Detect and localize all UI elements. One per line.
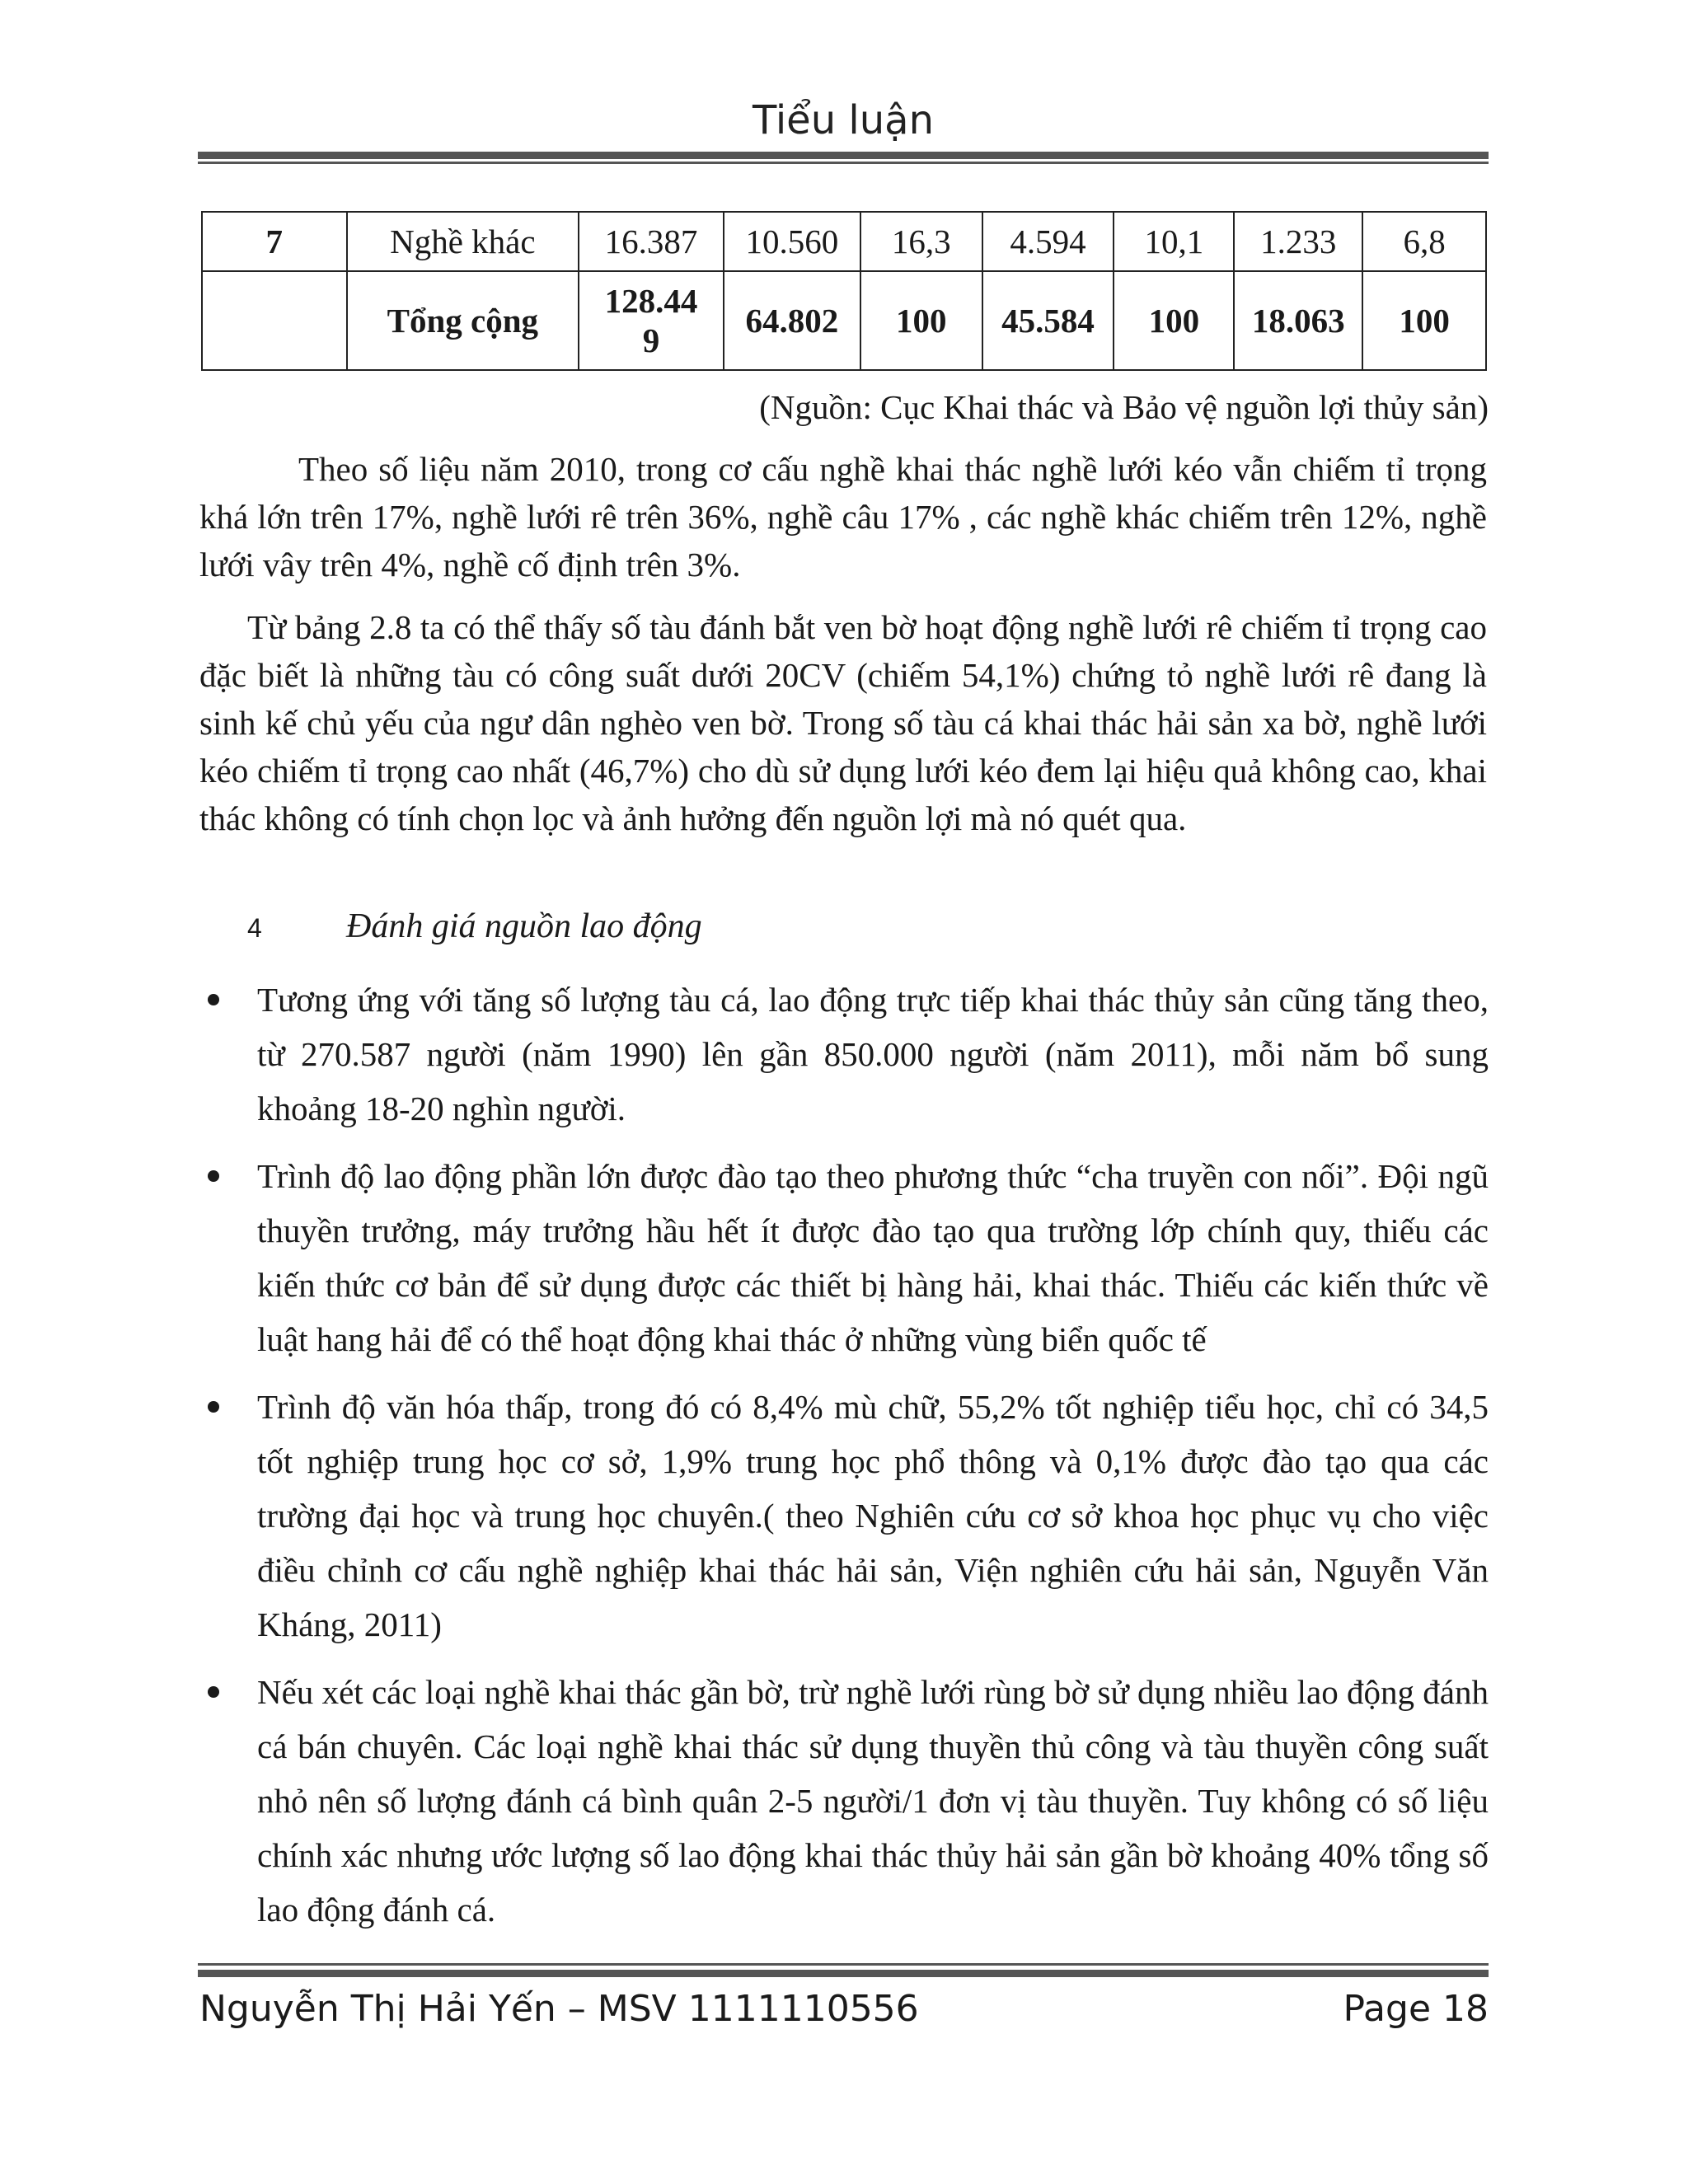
- table-cell: Nghề khác: [347, 212, 579, 271]
- table-row-total: [202, 271, 1486, 370]
- table-cell: 6,8: [1362, 212, 1486, 271]
- table-cell: 10.560: [724, 212, 860, 271]
- list-item-text: Nếu xét các loại nghề khai thác gần bờ, trừ nghề lưới rùng bờ sử dụng nhiều lao động đánh cá bán chuyên. Các loại nghề khai thác sử dụng thuyền thủ công và tàu thuyền công suất nhỏ nên số lượng đánh cá bình quân 2-5 người/1 đơn vị tàu thuyền. Tuy không có số liệu chính xác nhưng ước lượng số lao động khai thác thủy hải sản gần bờ khoảng 40% tổng số lao động đánh cá.: [257, 1673, 1489, 1929]
- header-title: Tiểu luận: [753, 97, 934, 143]
- table-cell: 100: [1362, 271, 1486, 370]
- footer-rule: [198, 1970, 1489, 1977]
- list-item: [0, 972, 1489, 1136]
- bullet-list: [0, 972, 1489, 1950]
- table-cell: Tổng cộng: [347, 271, 579, 370]
- page-number: Page 18: [1343, 1988, 1489, 2030]
- list-item-text: Trình độ văn hóa thấp, trong đó có 8,4% mù chữ, 55,2% tốt nghiệp tiểu học, chỉ có 34,5 tốt nghiệp trung học cơ sở, 1,9% trung học phổ thông và 0,1% được đào tạo qua các trường đại học và trung học chuyên.( theo Nghiên cứu cơ sở khoa học phục vụ cho việc điều chỉnh cơ cấu nghề nghiệp khai thác hải sản, Viện nghiên cứu hải sản, Nguyễn Văn Kháng, 2011): [257, 1388, 1489, 1643]
- list-item: [0, 1149, 1489, 1366]
- table-cell: 100: [1114, 271, 1234, 370]
- list-item-text: Tương ứng với tăng số lượng tàu cá, lao động trực tiếp khai thác thủy sản cũng tăng theo, từ 270.587 người (năm 1990) lên gần 850.000 người (năm 2011), mỗi năm bổ sung khoảng 18-20 nghìn người.: [257, 981, 1489, 1127]
- table-cell: [202, 271, 347, 370]
- table-row: [202, 212, 1486, 271]
- section-number: 4: [247, 913, 262, 943]
- table-cell: 10,1: [1114, 212, 1234, 271]
- list-item: [0, 1380, 1489, 1652]
- table-cell: 100: [860, 271, 982, 370]
- paragraph: Theo số liệu năm 2010, trong cơ cấu nghề khai thác nghề lưới kéo vẫn chiếm tỉ trọng khá lớn trên 17%, nghề lưới rê trên 36%, nghề câu 17% , các nghề khác chiếm trên 12%, nghề lưới vây trên 4%, nghề cố định trên 3%.: [199, 450, 1487, 583]
- statistics-table: [201, 211, 1487, 371]
- list-item: [0, 1665, 1489, 1937]
- footer-rule-thin: [198, 1963, 1489, 1966]
- table-cell: 4.594: [982, 212, 1114, 271]
- section-heading: Đánh giá nguồn lao động: [346, 907, 702, 945]
- table-cell: 18.063: [1234, 271, 1362, 370]
- source-note: (Nguồn: Cục Khai thác và Bảo vệ nguồn lợi thủy sản): [759, 388, 1489, 426]
- table-cell-wrapped: 128.449: [604, 282, 698, 359]
- header-rule-thin: [198, 162, 1489, 164]
- bullet-icon: [208, 1686, 219, 1698]
- bullet-icon: [208, 1170, 219, 1182]
- bullet-icon: [208, 1401, 219, 1413]
- table-cell: 45.584: [982, 271, 1114, 370]
- table-cell: 7: [202, 212, 347, 271]
- list-item-text: Trình độ lao động phần lớn được đào tạo theo phương thức “cha truyền con nối”. Đội ngũ thuyền trưởng, máy trưởng hầu hết ít được đào tạo qua trường lớp chính quy, thiếu các kiến thức cơ bản để sử dụng được các thiết bị hàng hải, khai thác. Thiếu các kiến thức về luật hang hải để có thể hoạt động khai thác ở những vùng biển quốc tế: [257, 1157, 1489, 1358]
- table-cell: 16.387: [579, 212, 724, 271]
- bullet-icon: [208, 994, 219, 1005]
- table-cell: 64.802: [724, 271, 860, 370]
- table-cell: 1.233: [1234, 212, 1362, 271]
- table-cell: 16,3: [860, 212, 982, 271]
- table-cell: [579, 271, 724, 370]
- header-rule: [198, 152, 1489, 159]
- paragraph: Từ bảng 2.8 ta có thể thấy số tàu đánh bắt ven bờ hoạt động nghề lưới rê chiếm tỉ trọng cao đặc biết là những tàu có công suất dưới 20CV (chiếm 54,1%) chứng tỏ nghề lưới rê đang là sinh kế chủ yếu của ngư dân nghèo ven bờ. Trong số tàu cá khai thác hải sản xa bờ, nghề lưới kéo chiếm tỉ trọng cao nhất (46,7%) cho dù sử dụng lưới kéo đem lại hiệu quả không cao, khai thác không có tính chọn lọc và ảnh hưởng đến nguồn lợi mà nó quét qua.: [199, 608, 1487, 837]
- footer-author: Nguyễn Thị Hải Yến – MSV 1111110556: [199, 1988, 919, 2030]
